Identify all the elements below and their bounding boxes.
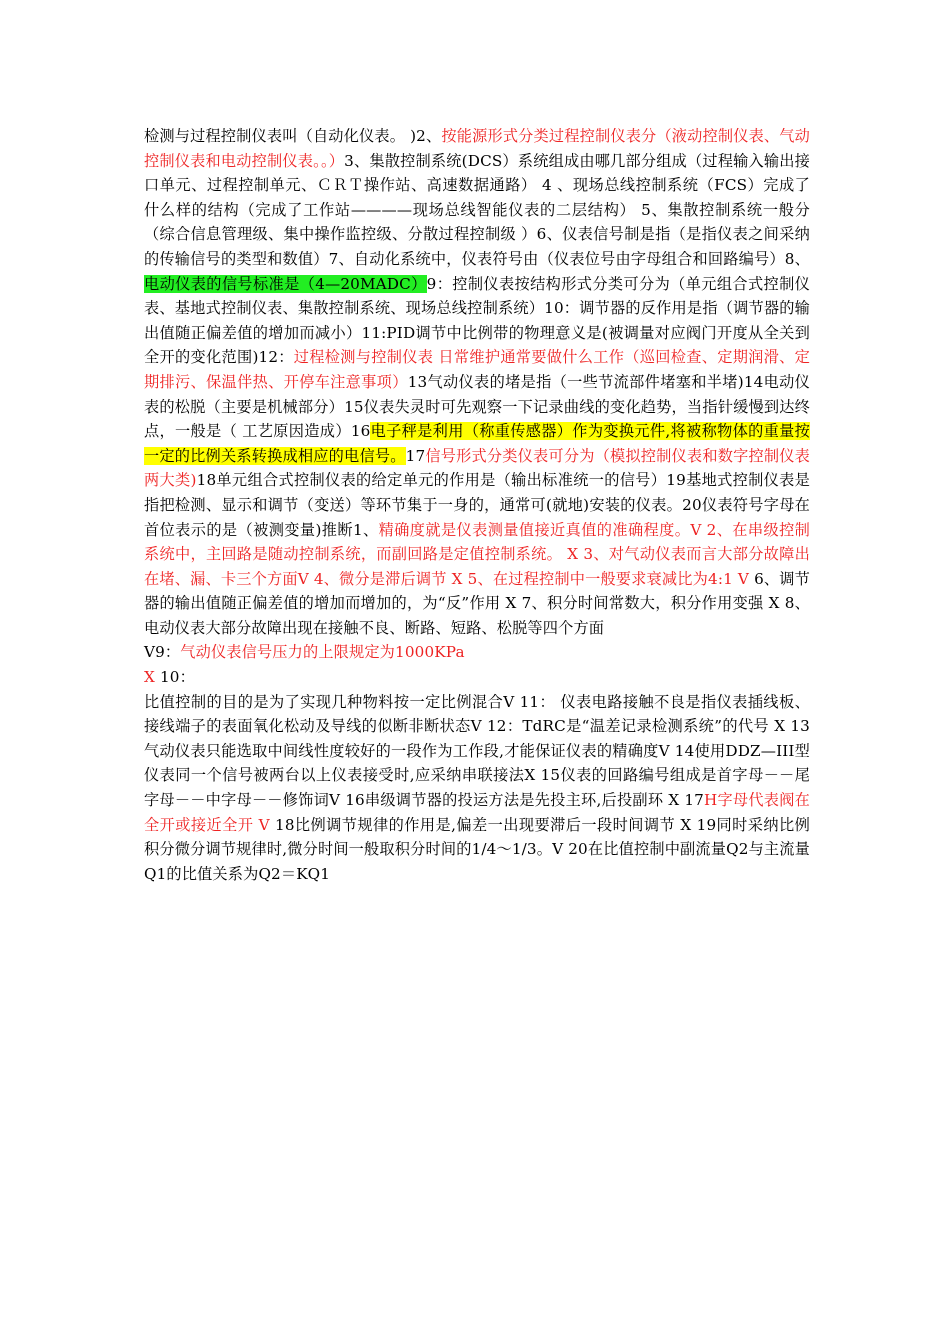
text-run-red: H字母代表阀在全开或接近全开 V (144, 791, 810, 834)
text-run-red: 气动仪表信号压力的上限规定为1000KPa (180, 643, 465, 662)
paragraph-last (144, 690, 810, 887)
text-run-red: X (144, 668, 160, 687)
text-run-hl-green: 电动仪表的信号标准是（4—20MADC） (144, 274, 427, 293)
text-run-red: 按能源形式分类过程控制仪表分（液动控制仪表、气动控制仪表和电动控制仪表。。） (144, 127, 810, 170)
text-run-normal: 18比例调节规律的作用是,偏差一出现要滞后一段时间调节 X 19同时采纳比例积分微分调节规律时,微分时间一般取积分时间的1/4～1/3。V 20在比值控制中副流量Q2与主流量Q1的比值关系为Q2＝KQ1 (144, 815, 810, 883)
paragraph-main (144, 124, 810, 640)
text-run-red: 精确度就是仪表测量值接近真值的准确程度。V 2、在串级控制系统中，主回路是随动控制系统，而副回路是定值控制系统。 X 3、对气动仪表而言大部分故障出在堵、漏、卡三个方面V 4、微分是滞后调节 X 5、在过程控制中一般要求衰减比为4:1 V (144, 520, 810, 588)
line-x10 (144, 665, 810, 690)
text-run-hl-yellow: 电子秤是利用（称重传感器）作为变换元件,将被称物体的重量按一定的比例关系转换成相应的电信号。 (144, 422, 810, 465)
text-run-normal: 6、调节器的输出值随正偏差值的增加而增加的，为“反”作用 X 7、积分时间常数大，积分作用变强 X 8、电动仪表大部分故障出现在接触不良、断路、短路、松脱等四个方面 (144, 569, 811, 637)
text-run-red: 过程检测与控制仪表 日常维护通常要做什么工作（巡回检查、定期润滑、定期排污、保温伴热、开停车注意事项） (144, 348, 810, 391)
text-run-normal: 18单元组合式控制仪表的给定单元的作用是（输出标准统一的信号）19基地式控制仪表是指把检测、显示和调节（变送）等环节集于一身的，通常可(就地)安装的仪表。20仪表符号字母在首位表示的是（被测变量)推断1、 (144, 471, 810, 539)
text-run-normal: 10： (159, 668, 195, 687)
text-run-normal: 17 (405, 446, 426, 465)
text-run-normal: V9： (144, 643, 181, 662)
text-run-normal: 检测与过程控制仪表叫（自动化仪表。 )2、 (144, 127, 442, 145)
text-run-normal: 3、集散控制系统(DCS）系统组成由哪几部分组成（过程输入输出接口单元、过程控制单元、ＣＲＴ操作站、高速数据通路） 4 、现场总线控制系统（FCS）完成了什么样的结构（完成了工作站————现场总线智能仪表的二层结构） 5、集散控制系统一般分（综合信息管理级、集中操作监控级、分散过程控制级 ）6、仪表信号制是指（是指仪表之间采纳的传输信号的类型和数值）7、自动化系统中，仪表符号由（仪表位号由字母组合和回路编号）8、 (144, 151, 811, 268)
line-v9 (144, 640, 810, 665)
document-body (144, 124, 810, 886)
text-run-red: 信号形式分类仪表可分为（模拟控制仪表和数字控制仪表两大类) (144, 446, 810, 490)
text-run-normal: 9：控制仪表按结构形式分类可分为（单元组合式控制仪表、基地式控制仪表、集散控制系统、现场总线控制系统）10：调节器的反作用是指（调节器的输出值随正偏差值的增加而减小）11:PID调节中比例带的物理意义是(被调量对应阀门开度从全关到全开的变化范围)12： (144, 274, 810, 367)
text-run-normal: 13气动仪表的堵是指（一些节流部件堵塞和半堵)14电动仪表的松脱（主要是机械部分）15仪表失灵时可先观察一下记录曲线的变化趋势，当指针缓慢到达终点，一般是（ 工艺原因造成）16 (144, 372, 810, 441)
text-run-normal: 比值控制的目的是为了实现几种物料按一定比例混合V 11： 仪表电路接触不良是指仪表插线板、接线端子的表面氧化松动及导线的似断非断状态V 12：TdRC是“温差记录检测系统”的代号 X 13气动仪表只能选取中间线性度较好的一段作为工作段,才能保证仪表的精确度V 14使用DDZ—III型仪表同一个信号被两台以上仪表接受时,应采纳串联接法X 15仪表的回路编号组成是首字母－－尾字母－－中字母－－修饰词V 16串级调节器的投运方法是先投主环,后投副环 X 17 (144, 692, 810, 810)
